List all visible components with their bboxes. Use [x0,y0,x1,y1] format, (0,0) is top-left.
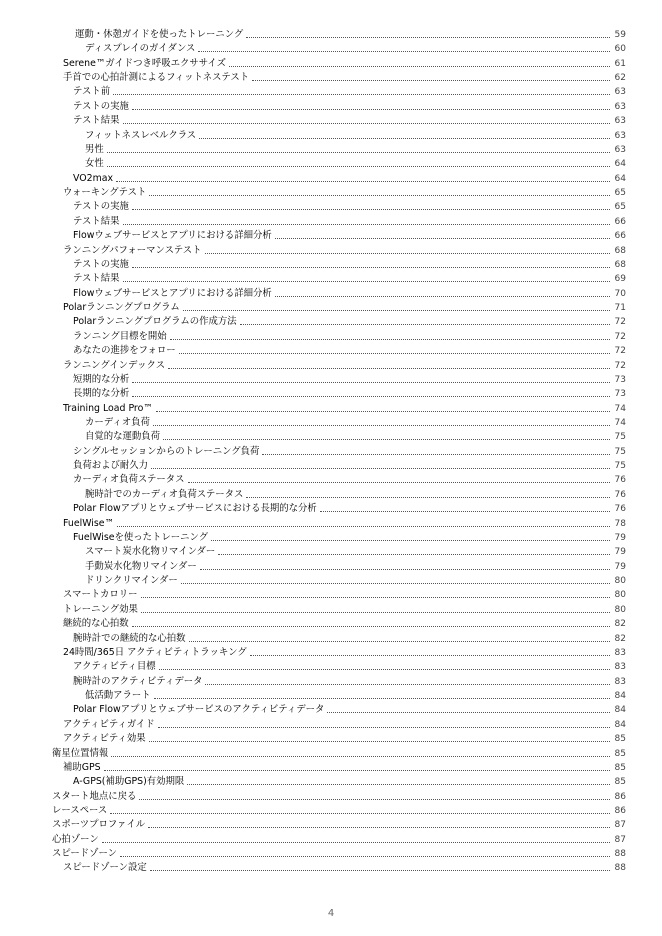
toc-entry[interactable] [73,386,626,400]
dot-leader [246,36,610,38]
toc-entry[interactable] [52,746,626,760]
toc-entry-page: 85 [614,777,626,788]
toc-entry-title: テスト結果 [73,115,120,127]
dot-leader [149,194,610,196]
dot-leader [163,438,610,440]
toc-entry-title: VO2max [73,172,114,184]
toc-entry-page: 71 [614,303,626,314]
toc-entry[interactable] [85,559,626,573]
dot-leader [107,151,610,153]
dot-leader [199,137,610,139]
toc-entry-page: 63 [614,130,626,141]
toc-entry[interactable] [52,789,626,803]
toc-entry[interactable] [85,142,626,156]
toc-entry-page: 84 [614,705,626,716]
toc-entry[interactable] [73,257,626,271]
toc-entry-page: 72 [614,360,626,371]
toc-entry-page: 80 [614,590,626,601]
toc-entry-page: 87 [614,820,626,831]
dot-leader [200,568,610,570]
toc-entry[interactable] [63,731,626,745]
toc-entry-title: Flowウェブサービスとアプリにおける詳細分析 [73,287,272,299]
toc-entry-title: 腕時計でのカーディオ負荷ステータス [85,488,244,500]
dot-leader [205,683,610,685]
toc-entry-page: 79 [614,561,626,572]
toc-entry[interactable] [73,84,626,98]
toc-entry[interactable] [73,702,626,716]
toc-entry[interactable] [63,760,626,774]
toc-entry[interactable] [75,27,626,41]
page-number: 4 [327,908,335,919]
dot-leader [148,826,610,828]
dot-leader [102,841,610,843]
toc-entry-page: 88 [614,849,626,860]
toc-entry-page: 63 [614,87,626,98]
toc-entry[interactable] [73,774,626,788]
toc-entry-title: アクティビティ効果 [63,733,146,745]
toc-entry-page: 82 [614,633,626,644]
toc-entry-title: テストの実施 [73,258,129,270]
toc-entry-page: 64 [614,159,626,170]
toc-entry-page: 83 [614,662,626,673]
toc-entry[interactable] [73,99,626,113]
toc-entry[interactable] [73,171,626,185]
toc-entry-title: カーディオ負荷 [85,416,150,428]
toc-entry-page: 74 [614,417,626,428]
toc-entry-page: 86 [614,791,626,802]
toc-entry-title: 腕時計のアクティビティデータ [73,675,203,687]
toc-entry-title: カーディオ負荷ステータス [73,474,185,486]
dot-leader [252,79,610,81]
toc-entry-title: テスト結果 [73,215,120,227]
toc-entry-title: Serene™ガイドつき呼吸エクササイズ [63,57,227,69]
toc-entry-title: テスト結果 [73,273,120,285]
toc-entry-title: あなたの進捗をフォロー [73,345,176,357]
toc-entry[interactable] [73,530,626,544]
toc-entry-title: レースペース [52,804,108,816]
toc-entry-title: A-GPS(補助GPS)有効期限 [73,776,185,788]
toc-entry[interactable] [73,472,626,486]
toc-entry[interactable] [85,415,626,429]
toc-entry-title: Flowウェブサービスとアプリにおける詳細分析 [73,230,272,242]
dot-leader [229,65,610,67]
toc-entry-title: スポーツプロファイル [52,819,146,831]
toc-entry-page: 84 [614,691,626,702]
toc-entry-title: テスト前 [73,86,111,98]
dot-leader [117,525,610,527]
dot-leader [120,855,610,857]
toc-entry-page: 80 [614,604,626,615]
toc-entry-title: アクティビティ目標 [73,661,156,673]
toc-entry-page: 80 [614,576,626,587]
toc-entry-page: 85 [614,748,626,759]
dot-leader [198,50,610,52]
toc-entry[interactable] [73,113,626,127]
toc-entry-page: 75 [614,446,626,457]
toc-entry-page: 66 [614,231,626,242]
toc-entry-title: ドリンクリマインダー [85,575,178,587]
dot-leader [262,453,610,455]
dot-leader [275,295,610,297]
toc-entry[interactable] [63,602,626,616]
toc-entry-page: 85 [614,734,626,745]
toc-entry-title: Polar Flowアプリとウェブサービスのアクティビティデータ [73,704,325,716]
toc-entry-title: 継続的な心拍数 [63,618,129,630]
toc-entry[interactable] [52,832,626,846]
dot-leader [211,539,610,541]
dot-leader [149,740,610,742]
toc-entry-page: 63 [614,144,626,155]
dot-leader [170,338,610,340]
dot-leader [150,869,610,871]
toc-entry-title: 運動・休憩ガイドを使ったトレーニング [75,29,244,40]
toc-entry-page: 62 [614,73,626,84]
toc-entry[interactable] [73,501,626,515]
dot-leader [123,280,611,282]
toc-entry-title: テストの実施 [73,201,129,213]
dot-leader [141,611,610,613]
toc-entry[interactable] [73,314,626,328]
toc-entry-page: 61 [614,58,626,69]
toc-entry[interactable] [52,817,626,831]
toc-entry[interactable] [63,516,626,530]
toc-entry-title: ランニング目標を開始 [73,330,167,342]
toc-entry-page: 86 [614,805,626,816]
toc-entry-page: 72 [614,346,626,357]
toc-entry-title: 衛星位置情報 [52,747,109,759]
toc-entry-title: フィットネスレベルクラス [85,129,197,141]
toc-entry-page: 88 [614,863,626,874]
toc-entry-title: 女性 [85,158,104,170]
dot-leader [158,726,610,728]
dot-leader [132,625,610,627]
dot-leader [110,812,610,814]
toc-entry-page: 59 [614,30,626,40]
dot-leader [275,237,610,239]
toc-entry[interactable] [73,228,626,242]
toc-entry-title: スマート炭水化物リマインダー [85,546,216,558]
toc-entry-page: 83 [614,676,626,687]
toc-entry-title: Polar Flowアプリとウェブサービスにおける長期的な分析 [73,503,317,515]
toc-entry-page: 76 [614,504,626,515]
toc-entry-page: 68 [614,245,626,256]
toc-entry[interactable] [73,343,626,357]
toc-entry-page: 65 [614,188,626,199]
toc-entry-title: 心拍ゾーン [52,833,99,845]
toc-entry-title: Polarランニングプログラム [63,302,180,314]
toc-entry-title: Training Load Pro™ [63,402,153,414]
dot-leader [132,266,610,268]
toc-entry[interactable] [73,659,626,673]
toc-entry-page: 74 [614,403,626,414]
toc-entry[interactable] [63,717,626,731]
toc-entry-page: 73 [614,389,626,400]
toc-entry-title: スタート地点に戻る [52,790,137,802]
dot-leader [240,323,610,325]
dot-leader [179,352,610,354]
dot-leader [183,309,610,311]
toc-entry-title: スピードゾーン設定 [63,862,147,874]
toc-entry-page: 75 [614,432,626,443]
toc-entry-title: 短期的な分析 [73,373,130,385]
toc-entry[interactable] [63,616,626,630]
toc-entry[interactable] [85,688,626,702]
toc-entry-page: 60 [614,44,626,55]
dot-leader [154,697,610,699]
toc-entry-title: アクティビティガイド [63,718,155,730]
toc-entry-title: FuelWiseを使ったトレーニング [73,531,209,543]
toc-entry-page: 63 [614,101,626,112]
toc-entry[interactable] [73,631,626,645]
toc-entry-page: 63 [614,116,626,127]
toc-entry[interactable] [63,243,626,257]
toc-entry-page: 84 [614,719,626,730]
dot-leader [113,93,610,95]
toc-entry[interactable] [63,401,626,415]
toc-entry-title: ウォーキングテスト [63,187,147,199]
dot-leader [153,424,610,426]
toc-entry[interactable] [52,846,626,860]
toc-entry[interactable] [63,358,626,372]
toc-entry[interactable] [85,41,626,55]
toc-entry-title: Polarランニングプログラムの作成方法 [73,316,237,328]
toc-entry-page: 73 [614,374,626,385]
toc-entry-title: シングルセッションからのトレーニング負荷 [73,445,260,457]
dot-leader [123,223,611,225]
toc-entry[interactable] [73,286,626,300]
dot-leader [327,711,610,713]
dot-leader [205,252,610,254]
toc-entry-page: 69 [614,274,626,285]
toc-entry[interactable] [85,156,626,170]
dot-leader [156,410,610,412]
toc-entry-title: 24時間/365日 アクティビティトラッキング [63,646,247,658]
toc-entry[interactable] [73,444,626,458]
dot-leader [320,510,610,512]
dot-leader [132,381,610,383]
toc-entry-page: 85 [614,762,626,773]
toc-entry[interactable] [73,458,626,472]
dot-leader [218,553,610,555]
dot-leader [168,367,610,369]
dot-leader [111,755,610,757]
toc-entry-title: 自覚的な運動負荷 [85,431,161,443]
toc-entry[interactable] [63,56,626,70]
toc-entry[interactable] [73,214,626,228]
toc-entry[interactable] [85,128,626,142]
dot-leader [159,668,610,670]
toc-entry-page: 70 [614,288,626,299]
dot-leader [250,654,610,656]
toc-entry[interactable] [73,329,626,343]
toc-entry-page: 78 [614,518,626,529]
toc-entry-page: 79 [614,547,626,558]
toc-entry-page: 82 [614,619,626,630]
dot-leader [116,180,610,182]
toc-entry-page: 65 [614,202,626,213]
toc-entry-title: トレーニング効果 [63,603,138,615]
toc-entry-title: 負荷および耐久力 [73,460,149,472]
toc-entry-title: スマートカロリー [63,589,138,601]
toc-entry-title: ランニングインデックス [63,359,166,371]
toc-entry[interactable] [52,803,626,817]
toc-entry[interactable] [73,674,626,688]
toc-entry-page: 76 [614,475,626,486]
toc-entry-title: 補助GPS [63,761,101,773]
toc-entry[interactable] [63,185,626,199]
toc-entry-page: 87 [614,834,626,845]
dot-leader [141,596,610,598]
dot-leader [181,582,610,584]
toc-entry-title: スピードゾーン [52,848,118,860]
toc-entry-page: 83 [614,647,626,658]
toc-entry-page: 76 [614,489,626,500]
toc-entry[interactable] [63,70,626,84]
toc-entry[interactable] [63,645,626,659]
toc-entry[interactable] [85,487,626,501]
toc-entry-page: 72 [614,317,626,328]
toc-entry-page: 66 [614,216,626,227]
toc-entry[interactable] [85,573,626,587]
dot-leader [132,208,610,210]
dot-leader [151,467,610,469]
dot-leader [189,640,610,642]
toc-entry[interactable] [63,300,626,314]
dot-leader [123,122,611,124]
dot-leader [104,769,610,771]
toc-entry-page: 72 [614,331,626,342]
toc-entry[interactable] [73,199,626,213]
toc-entry-page: 68 [614,259,626,270]
toc-entry[interactable] [63,587,626,601]
toc-entry-title: 手首での心拍計測によるフィットネステスト [63,72,250,84]
dot-leader [139,798,610,800]
dot-leader [187,783,610,785]
dot-leader [188,481,610,483]
dot-leader [132,395,610,397]
toc-entry-page: 79 [614,532,626,543]
toc-entry-title: FuelWise™ [63,517,114,529]
toc-entry-title: 長期的な分析 [73,388,130,400]
toc-entry-title: ランニングパフォーマンステスト [63,244,202,256]
toc-entry-page: 75 [614,461,626,472]
toc-entry-title: 男性 [85,143,104,155]
toc-entry[interactable] [85,429,626,443]
toc-entry[interactable] [73,271,626,285]
dot-leader [107,165,610,167]
toc-entry-title: 低活動アラート [85,690,151,702]
toc-entry-title: 手動炭水化物リマインダー [85,560,197,572]
toc-entry[interactable] [63,860,626,874]
toc-entry[interactable] [85,544,626,558]
toc-entry-page: 64 [614,173,626,184]
toc-entry-title: ディスプレイのガイダンス [85,43,196,55]
toc-entry-title: テストの実施 [73,100,129,112]
dot-leader [246,496,610,498]
dot-leader [132,108,610,110]
toc-entry[interactable] [73,372,626,386]
toc-entry-title: 腕時計での継続的な心拍数 [73,632,186,644]
